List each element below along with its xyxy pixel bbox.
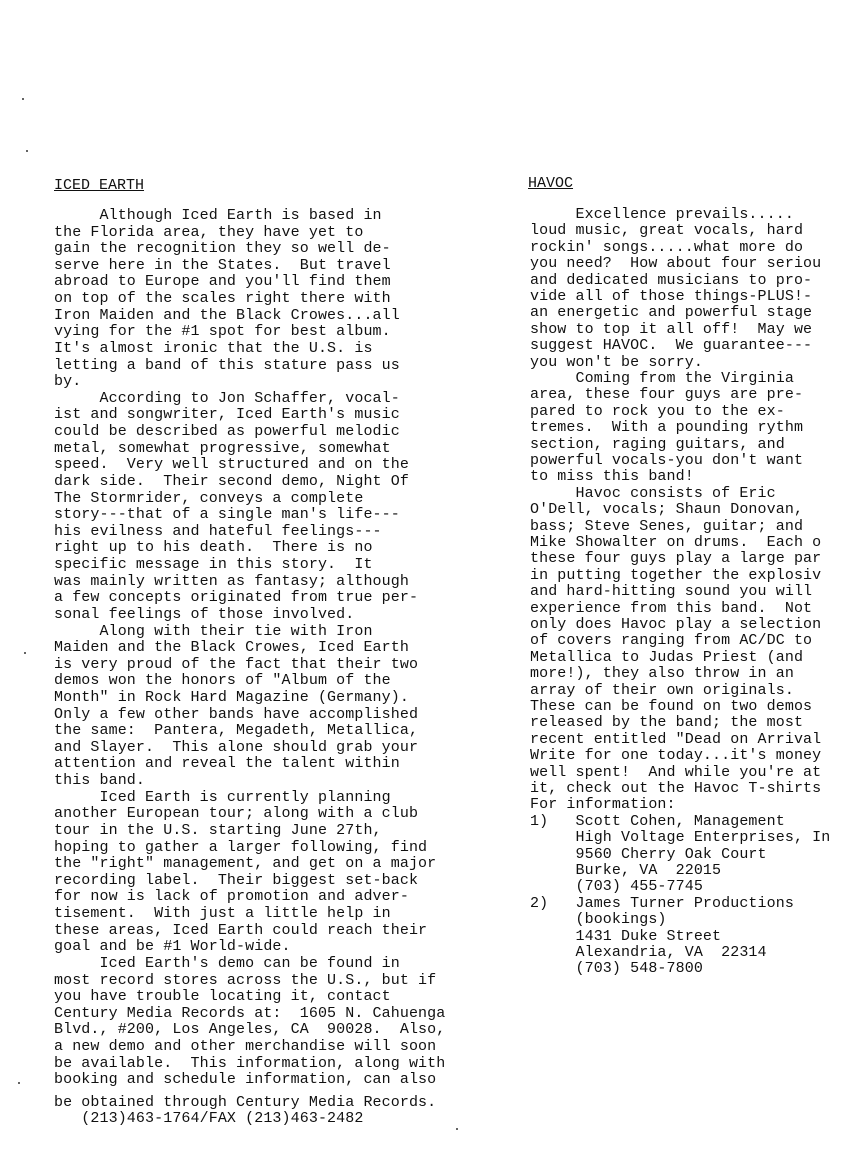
havoc-text-line: released by the band; the most [530,714,804,732]
havoc-text-line: area, these four guys are pre- [530,386,804,404]
havoc-text-line: and dedicated musicians to pro- [530,271,813,289]
iced-earth-text-line: on top of the scales right there with [54,290,391,308]
iced-earth-text-line: dark side. Their second demo, Night Of [54,472,409,490]
iced-earth-text-line: abroad to Europe and you'll find them [54,273,391,291]
iced-earth-text-line: serve here in the States. But travel [54,256,391,274]
iced-earth-text-line: be available. This information, along with [54,1054,446,1072]
iced-earth-text-line: Although Iced Earth is based in [54,207,382,224]
havoc-text-line: you won't be sorry. [530,353,703,371]
iced-earth-text-line: gain the recognition they so well de- [54,240,391,258]
iced-earth-text-line: for now is lack of promotion and adver- [54,888,409,906]
iced-earth-text-line: the Florida area, they have yet to [54,223,364,241]
iced-earth-text-line: a new demo and other merchandise will soon [54,1038,437,1055]
scan-speck [22,98,24,100]
iced-earth-text-line: right up to his death. There is no [54,539,373,557]
iced-earth-text-line: demos won the honors of "Album of the [54,672,391,690]
havoc-text-line: bass; Steve Senes, guitar; and [530,517,804,535]
scan-speck [24,652,26,654]
havoc-text-line: vide all of those things-PLUS!- [530,288,813,305]
havoc-text-line: 1) Scott Cohen, Management [530,812,785,830]
havoc-text-line: tremes. With a pounding rythm [530,419,804,437]
iced-earth-text-line: could be described as powerful melodic [54,423,400,441]
iced-earth-text-line: (213)463-1764/FAX (213)463-2482 [54,1110,364,1128]
havoc-text-line: of covers ranging from AC/DC to [530,632,813,650]
iced-earth-text-line: tour in the U.S. starting June 27th, [54,821,382,839]
scan-speck [456,1128,458,1130]
havoc-text-line: Havoc consists of Eric [530,484,776,502]
iced-earth-text-line: recording label. Their biggest set-back [54,871,419,889]
iced-earth-text-line: Blvd., #200, Los Angeles, CA 90028. Also, [54,1021,446,1039]
havoc-text-line: in putting together the explosiv [530,566,822,584]
havoc-text-line: Write for one today...it's money [530,747,822,765]
iced-earth-text-line: The Stormrider, conveys a complete [54,489,364,507]
havoc-text-line: 1431 Duke Street [530,927,722,945]
iced-earth-text-line: tisement. With just a little help in [54,905,391,923]
iced-earth-text-line: be obtained through Century Media Records. [54,1093,437,1111]
havoc-text-line: these four guys play a large par [530,550,822,568]
havoc-text-line: and hard-hitting sound you will [530,583,813,601]
iced-earth-text-line: Iced Earth's demo can be found in [54,954,400,972]
iced-earth-text-line: most record stores across the U.S., but if [54,971,437,989]
iced-earth-text-line: Iced Earth is currently planning [54,788,391,806]
havoc-text-line: rockin' songs.....what more do [530,238,804,256]
iced-earth-text-line: hoping to gather a larger following, find [54,838,428,856]
iced-earth-text-line: Maiden and the Black Crowes, Iced Earth [54,639,409,657]
iced-earth-text-line: by. [54,373,82,391]
havoc-text-line: Coming from the Virginia [530,370,794,387]
iced-earth-text-line: According to Jon Schaffer, vocal- [54,389,400,407]
iced-earth-text-line: ist and songwriter, Iced Earth's music [54,406,400,424]
iced-earth-text-line: Only a few other bands have accomplished [54,705,419,723]
havoc-text-line: pared to rock you to the ex- [530,402,785,420]
havoc-text-line: experience from this band. Not [530,599,813,617]
iced-earth-text-line: these areas, Iced Earth could reach their [54,921,428,939]
havoc-text-line: (bookings) [530,911,667,929]
havoc-text-line: Mike Showalter on drums. Each o [530,534,822,551]
iced-earth-text-line: Iron Maiden and the Black Crowes...all [54,306,400,324]
iced-earth-text-line: another European tour; along with a club [54,805,419,823]
havoc-heading: HAVOC [528,175,574,192]
iced-earth-text-line: vying for the #1 spot for best album. [54,323,391,341]
havoc-text-line: Metallica to Judas Priest (and [530,648,804,666]
havoc-text-line: well spent! And while you're at [530,763,822,781]
iced-earth-text-line: his evilness and hateful feelings--- [54,522,382,540]
havoc-text-line: These can be found on two demos [530,698,813,715]
iced-earth-text-line: speed. Very well structured and on the [54,456,409,474]
scan-speck [18,1082,20,1084]
iced-earth-text-line: this band. [54,772,146,790]
iced-earth-text-line: story---that of a single man's life--- [54,506,400,524]
havoc-text-line: Burke, VA 22015 [530,862,722,879]
iced-earth-text-line: specific message in this story. It [54,556,373,574]
havoc-text-line: an energetic and powerful stage [530,304,813,322]
havoc-text-line: (703) 455-7745 [530,878,703,896]
havoc-text-line: recent entitled "Dead on Arrival [530,730,822,748]
iced-earth-text-line: metal, somewhat progressive, somewhat [54,439,391,457]
iced-earth-text-line: the same: Pantera, Megadeth, Metallica, [54,722,419,740]
havoc-text-line: suggest HAVOC. We guarantee--- [530,337,813,355]
havoc-text-line: section, raging guitars, and [530,435,785,453]
iced-earth-text-line: booking and schedule information, can also [54,1071,437,1089]
iced-earth-text-line: Century Media Records at: 1605 N. Cahuenga [54,1004,446,1022]
havoc-text-line: O'Dell, vocals; Shaun Donovan, [530,501,804,519]
iced-earth-text-line: a few concepts originated from true per- [54,589,419,607]
havoc-text-line: High Voltage Enterprises, In [530,829,831,847]
iced-earth-text-line: goal and be #1 World-wide. [54,938,291,956]
iced-earth-text-line: sonal feelings of those involved. [54,605,355,623]
havoc-text-line: (703) 548-7800 [530,960,703,978]
iced-earth-text-line: It's almost ironic that the U.S. is [54,339,373,357]
iced-earth-text-line: you have trouble locating it, contact [54,988,391,1006]
havoc-text-line: loud music, great vocals, hard [530,222,804,240]
iced-earth-text-line: was mainly written as fantasy; although [54,572,409,590]
iced-earth-text-line: letting a band of this stature pass us [54,356,400,374]
iced-earth-heading: ICED EARTH [54,177,145,194]
havoc-text-line: only does Havoc play a selection [530,616,822,633]
havoc-text-line: it, check out the Havoc T-shirts [530,780,822,797]
iced-earth-text-line: the "right" management, and get on a major [54,855,437,873]
havoc-text-line: powerful vocals-you don't want [530,452,804,469]
havoc-text-line: array of their own originals. [530,681,794,699]
havoc-text-line: For information: [530,796,676,814]
iced-earth-text-line: Month" in Rock Hard Magazine (Germany). [54,688,409,706]
havoc-text-line: show to top it all off! May we [530,320,813,338]
havoc-text-line: Alexandria, VA 22314 [530,944,767,961]
havoc-text-line: Excellence prevails..... [530,206,794,223]
havoc-text-line: 2) James Turner Productions [530,894,794,912]
havoc-text-line: 9560 Cherry Oak Court [530,845,767,863]
havoc-text-line: more!), they also throw in an [530,665,794,683]
havoc-text-line: you need? How about four seriou [530,255,822,273]
scan-speck [26,150,28,152]
iced-earth-text-line: attention and reveal the talent within [54,755,400,773]
havoc-text-line: to miss this band! [530,468,694,486]
iced-earth-text-line: is very proud of the fact that their two [54,655,419,673]
iced-earth-text-line: Along with their tie with Iron [54,622,373,640]
iced-earth-text-line: and Slayer. This alone should grab your [54,738,419,756]
